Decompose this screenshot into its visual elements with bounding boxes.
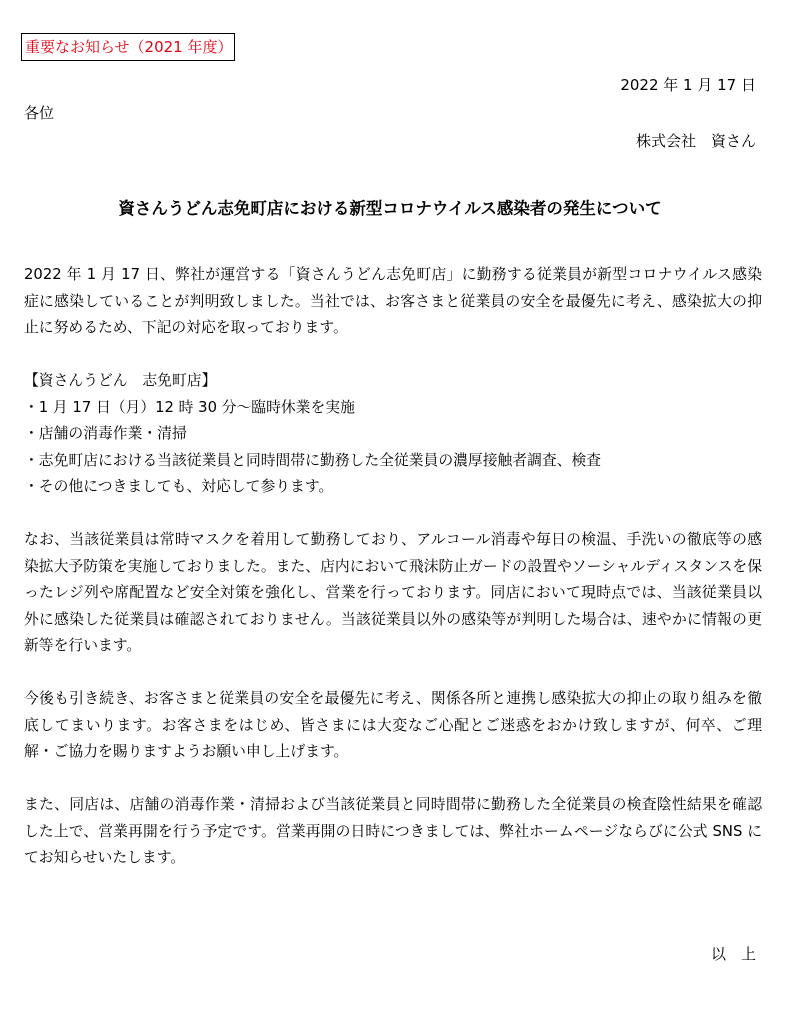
paragraph-spacer (24, 342, 762, 369)
document-body (24, 262, 762, 872)
response-measures-list (24, 395, 762, 501)
paragraph-reopening: また、同店は、店舗の消毒作業・清掃および当該従業員と同時間帯に勤務した全従業員の検査陰性結果を確認した上で、営業再開を行う予定です。営業再開の日時につきましては、弊社ホームページならびに公式 SNS にてお知らせいたします。 (24, 796, 762, 866)
measure-item: ・その他につきましても、対応して参ります。 (24, 478, 334, 495)
measure-item: ・1 月 17 日（月）12 時 30 分～臨時休業を実施 (24, 398, 355, 416)
document-title: 資さんうどん志免町店における新型コロナウイルス感染者の発生について (118, 199, 662, 218)
paragraph-prevention-measures: なお、当該従業員は常時マスクを着用して勤務しており、アルコール消毒や毎日の検温、手洗いの徹底等の感染拡大予防策を実施しておりました。また、店内において飛沫防止ガードの設置やソーシャルディスタンスを保ったレジ列や席配置など安全対策を強化し、営業を行っております。同店において現時点では、当該従業員以外に感染した従業員は確認されておりません。当該従業員以外の感染等が判明した場合は、速やかに情報の更新等を行います。 (24, 531, 762, 654)
addressee: 各位 (24, 104, 55, 122)
paragraph-spacer (24, 660, 762, 687)
issue-date: 2022 年 1 月 17 日 (620, 76, 756, 94)
paragraph-spacer (24, 501, 762, 528)
important-notice-badge: 重要なお知らせ（2021 年度） (21, 33, 235, 61)
measure-item: ・志免町店における当該従業員と同時間帯に勤務した全従業員の濃厚接触者調査、検査 (24, 451, 602, 469)
paragraph-announcement: 2022 年 1 月 17 日、弊社が運営する「資さんうどん志免町店」に勤務する従業員が新型コロナウイルス感染症に感染していることが判明致しました。当社では、お客さまと従業員の安全を最優先に考え、感染拡大の抑止に努めるため、下記の対応を取っております。 (24, 266, 762, 336)
store-heading: 【資さんうどん 志免町店】 (24, 372, 217, 389)
company-name: 株式会社 資さん (635, 132, 756, 150)
closing-mark: 以 上 (710, 945, 756, 963)
paragraph-commitment: 今後も引き続き、お客さまと従業員の安全を最優先に考え、関係各所と連携し感染拡大の抑止の取り組みを徹底してまいります。お客さまをはじめ、皆さまには大変なご心配とご迷惑をおかけ致しますが、何卒、ご理解・ご協力を賜りますようお願い申し上げます。 (24, 690, 762, 760)
paragraph-spacer (24, 766, 762, 793)
measure-item: ・店舗の消毒作業・清掃 (24, 425, 187, 442)
